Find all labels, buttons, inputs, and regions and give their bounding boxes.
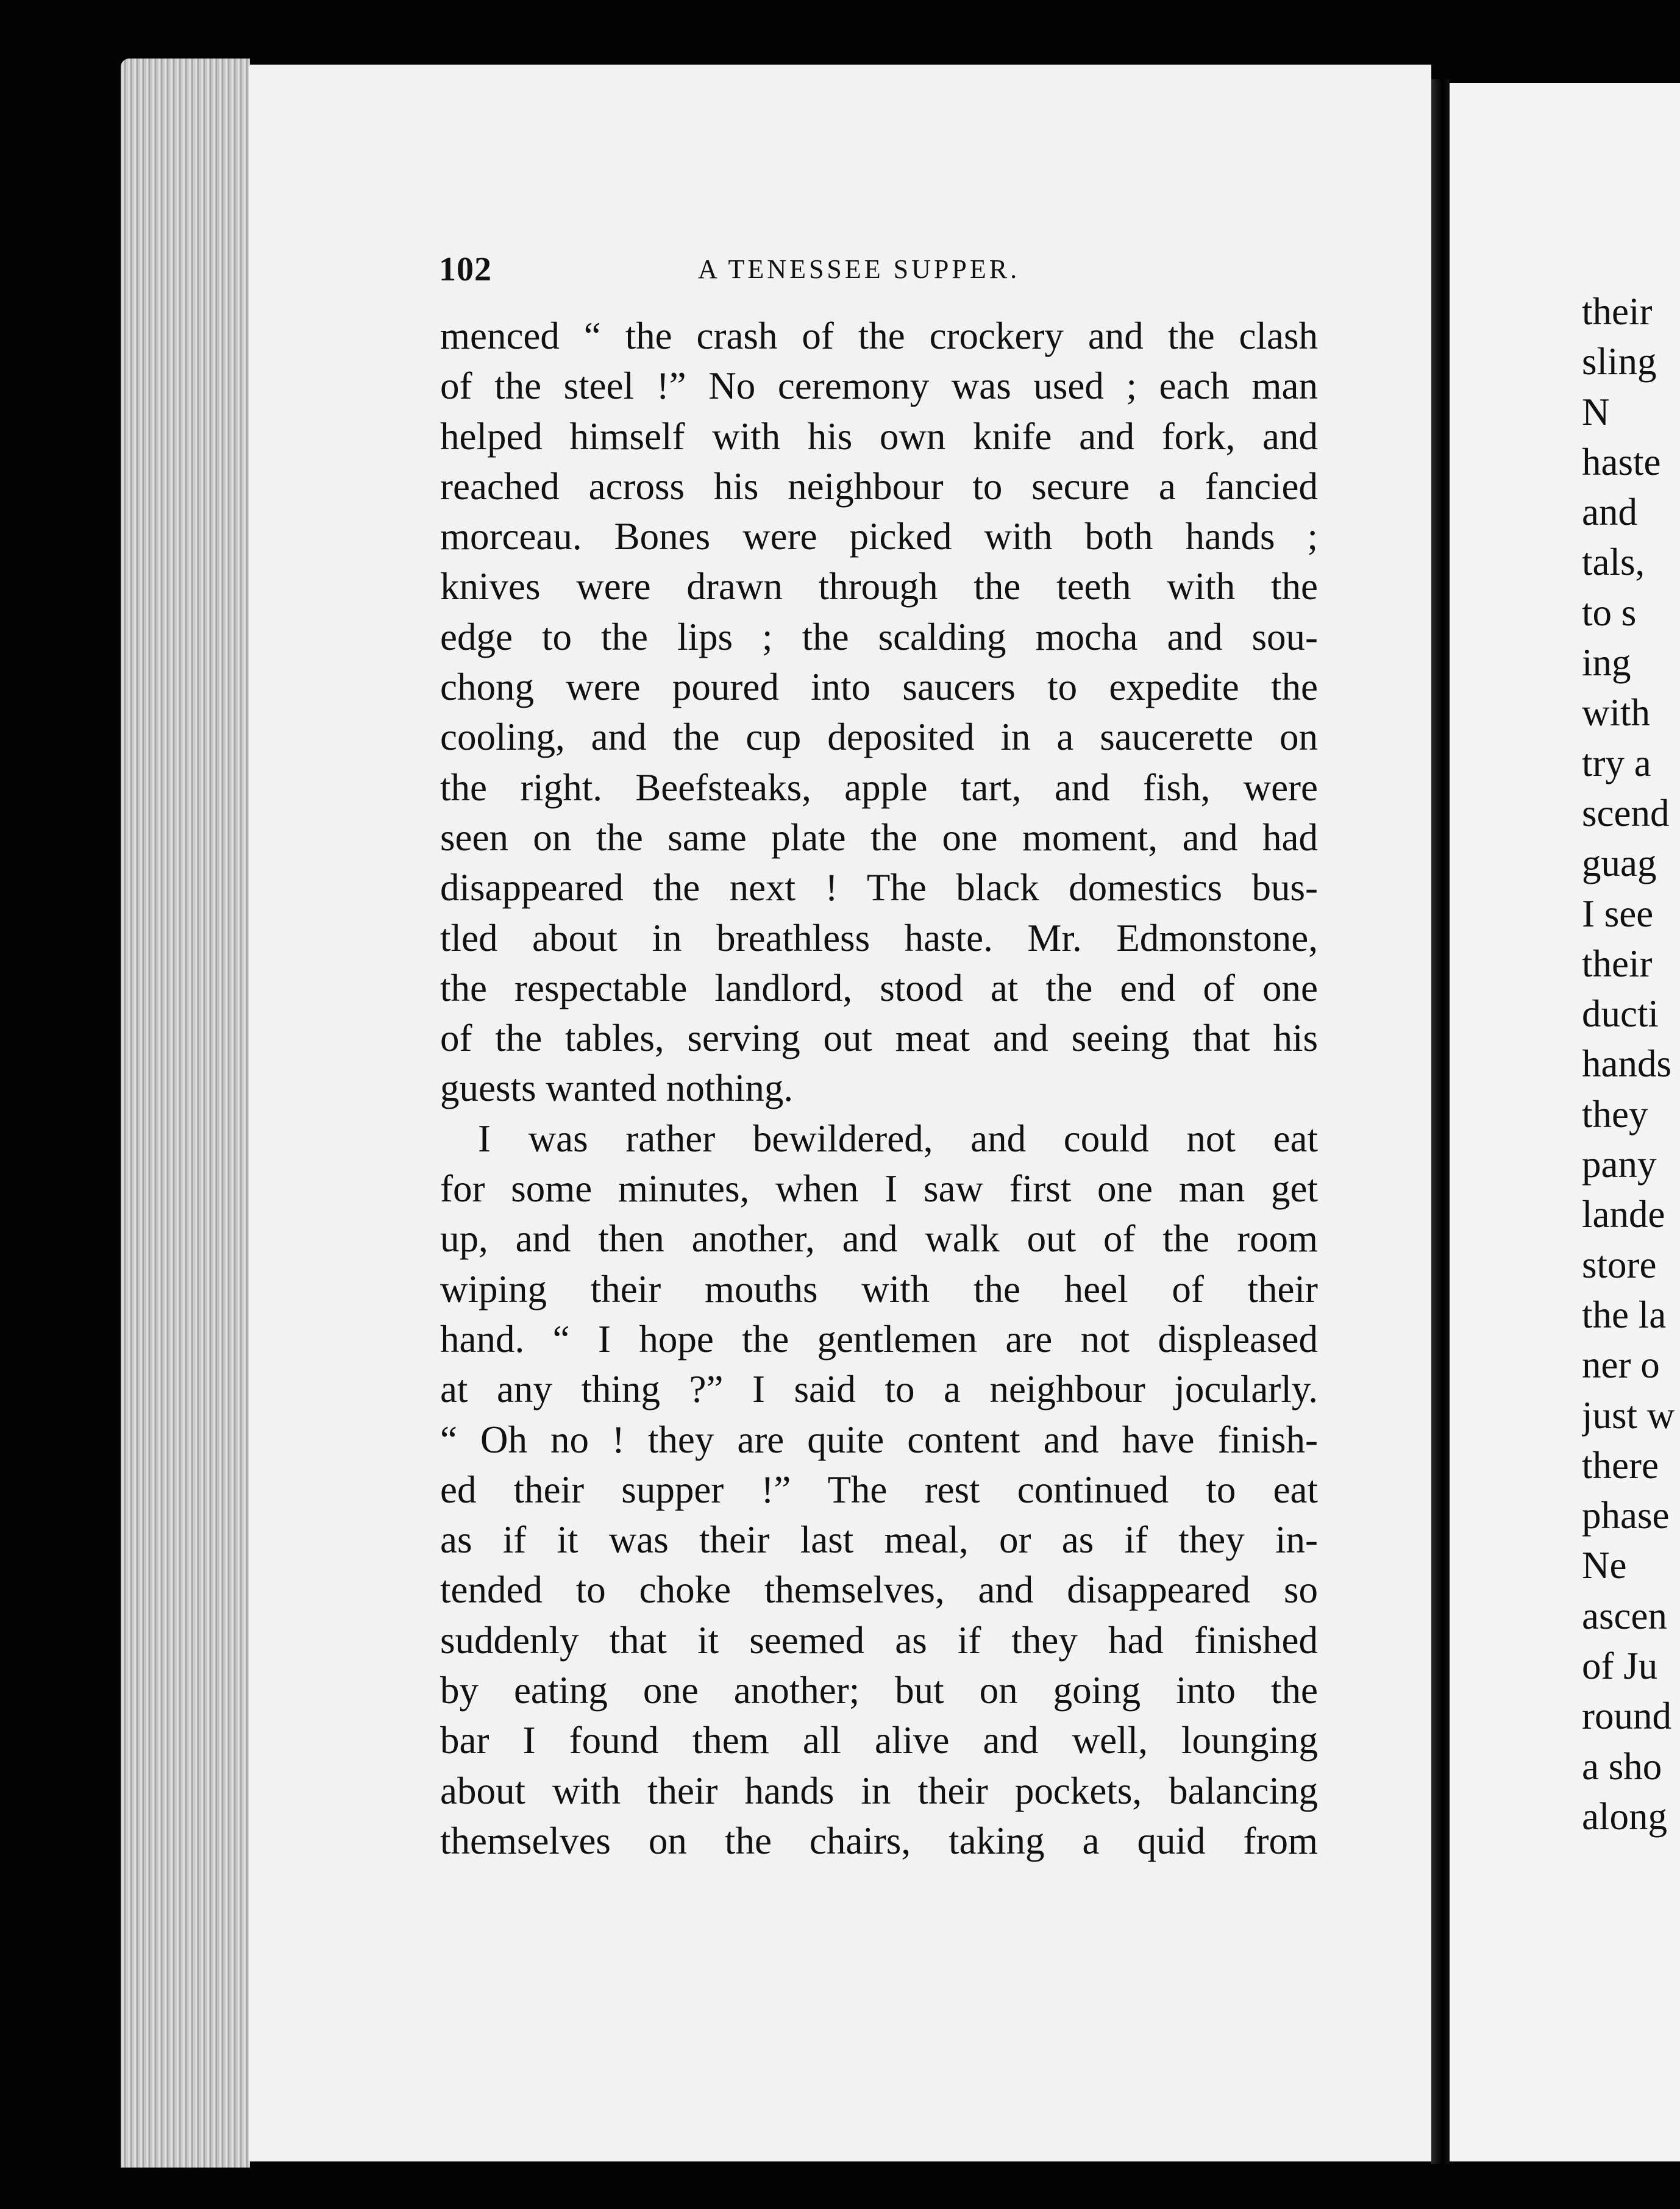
text-line: guests wanted nothing. xyxy=(440,1067,794,1110)
text-fragment: ducti xyxy=(1582,992,1659,1036)
text-fragment: to s xyxy=(1582,591,1637,634)
text-line: morceau. Bones were picked with both hands ; xyxy=(440,515,1318,558)
text-line: the respectable landlord, stood at the end of one xyxy=(440,966,1318,1009)
text-fragment: try a xyxy=(1582,741,1651,784)
text-fragment: I see xyxy=(1582,892,1654,935)
text-line: tended to choke themselves, and disappeared so xyxy=(440,1568,1318,1612)
text-fragment: they xyxy=(1582,1092,1648,1136)
text-fragment: tals, xyxy=(1582,541,1645,584)
text-fragment: ner o xyxy=(1582,1343,1660,1387)
text-fragment: their xyxy=(1582,290,1653,333)
page-edges xyxy=(121,59,250,2168)
book-gutter xyxy=(1431,79,1450,2164)
text-fragment: round xyxy=(1582,1695,1671,1738)
text-fragment: N xyxy=(1582,390,1610,433)
text-line: edge to the lips ; the scalding mocha and sou- xyxy=(440,615,1318,658)
text-line: the right. Beefsteaks, apple tart, and fish, were xyxy=(440,766,1318,809)
text-fragment: of Ju xyxy=(1582,1645,1658,1688)
text-fragment: the la xyxy=(1582,1293,1667,1336)
running-head xyxy=(439,250,1073,299)
text-fragment: a sho xyxy=(1582,1745,1662,1788)
text-fragment: phase xyxy=(1582,1494,1670,1537)
text-fragment: hands xyxy=(1582,1042,1671,1086)
right-page-text-fragments xyxy=(1582,286,1680,1841)
text-fragment: sling xyxy=(1582,340,1657,383)
text-fragment: lande xyxy=(1582,1193,1665,1236)
text-line: I was rather bewildered, and could not eat xyxy=(478,1117,1318,1160)
text-line: up, and then another, and walk out of the room xyxy=(440,1217,1318,1261)
text-line: hand. “ I hope the gentlemen are not displeased xyxy=(440,1317,1318,1361)
text-fragment: and xyxy=(1582,491,1637,534)
text-fragment: just w xyxy=(1582,1393,1675,1437)
text-line: menced “ the crash of the crockery and the clash xyxy=(440,315,1318,357)
text-fragment: along xyxy=(1582,1795,1667,1838)
text-line: as if it was their last meal, or as if they in- xyxy=(440,1518,1318,1562)
text-fragment: pany xyxy=(1582,1143,1657,1186)
text-fragment: Ne xyxy=(1582,1544,1627,1587)
text-line: wiping their mouths with the heel of their xyxy=(440,1267,1318,1311)
text-line: at any thing ?” I said to a neighbour jocularly. xyxy=(440,1368,1318,1411)
text-line: chong were poured into saucers to expedite the xyxy=(440,666,1318,709)
text-line: for some minutes, when I saw first one man get xyxy=(440,1167,1318,1211)
text-line: disappeared the next ! The black domestics bus- xyxy=(440,866,1318,909)
text-line: helped himself with his own knife and fork, and xyxy=(440,414,1318,458)
text-line: about with their hands in their pockets, balancing xyxy=(440,1769,1318,1812)
text-line: “ Oh no ! they are quite content and have finish- xyxy=(440,1418,1318,1461)
text-fragment: store xyxy=(1582,1243,1657,1286)
text-fragment: ing xyxy=(1582,641,1631,685)
text-line: themselves on the chairs, taking a quid from xyxy=(440,1819,1318,1862)
left-page-text xyxy=(440,311,1318,1866)
text-line: seen on the same plate the one moment, and had xyxy=(440,816,1318,859)
chapter-title: A TENESSEE SUPPER. xyxy=(698,254,1020,284)
text-line: of the steel !” No ceremony was used ; each man xyxy=(440,365,1318,408)
text-line: cooling, and the cup deposited in a saucerette on xyxy=(440,716,1318,759)
text-fragment: there xyxy=(1582,1443,1659,1487)
text-line: suddenly that it seemed as if they had finished xyxy=(440,1618,1318,1662)
text-line: by eating one another; but on going into the xyxy=(440,1669,1318,1712)
text-fragment: with xyxy=(1582,691,1651,735)
text-line: reached across his neighbour to secure a fancied xyxy=(440,464,1318,508)
text-line: of the tables, serving out meat and seeing that his xyxy=(440,1017,1318,1060)
text-fragment: haste xyxy=(1582,440,1661,483)
page-number: 102 xyxy=(439,251,492,288)
text-line: tled about in breathless haste. Mr. Edmonstone, xyxy=(440,916,1318,959)
text-fragment: guag xyxy=(1582,842,1657,885)
text-line: ed their supper !” The rest continued to eat xyxy=(440,1468,1318,1511)
text-fragment: ascen xyxy=(1582,1594,1667,1637)
text-fragment: scend xyxy=(1582,791,1670,834)
text-fragment: their xyxy=(1582,942,1653,985)
text-line: knives were drawn through the teeth with the xyxy=(440,565,1318,608)
text-line: bar I found them all alive and well, lounging xyxy=(440,1719,1318,1762)
